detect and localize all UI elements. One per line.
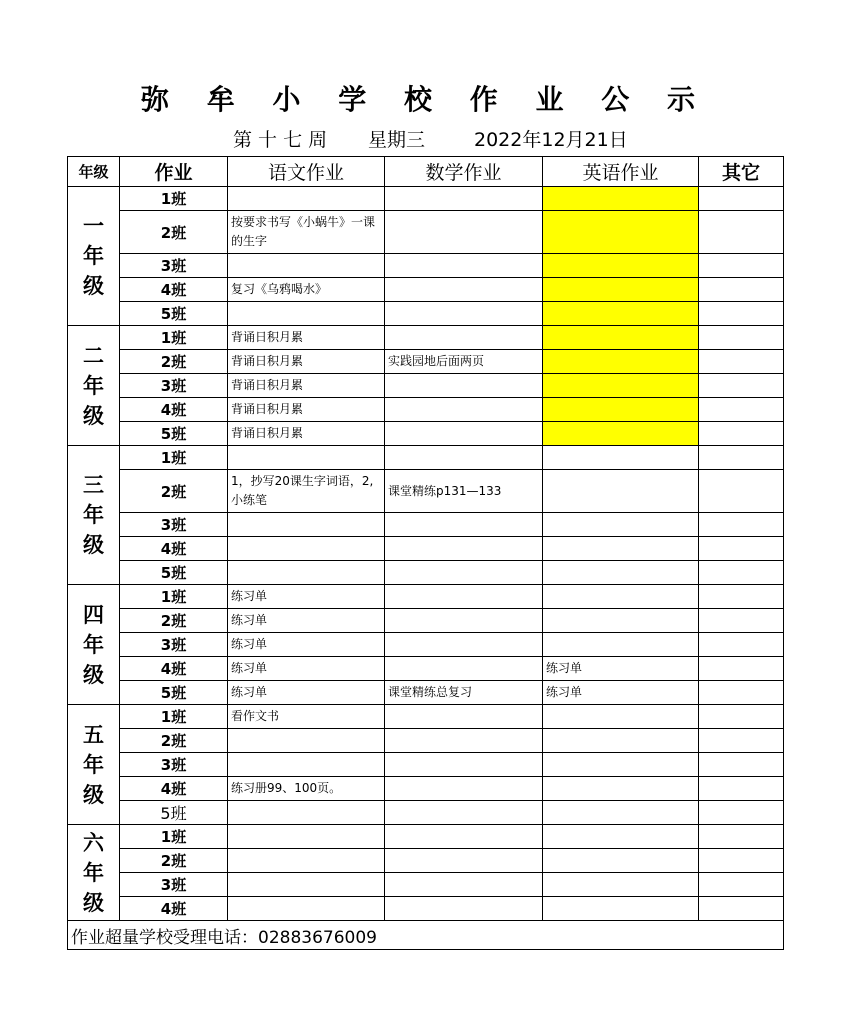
grade-label: 三 年 级 — [68, 446, 120, 585]
math-homework-cell — [385, 633, 543, 657]
table-row — [68, 897, 784, 921]
chinese-homework-cell — [228, 446, 385, 470]
math-homework-cell — [385, 705, 543, 729]
chinese-homework-cell: 练习单 — [228, 681, 385, 705]
class-label: 4班 — [120, 657, 228, 681]
grade-label: 五 年 级 — [68, 705, 120, 825]
grade-label: 四 年 级 — [68, 585, 120, 705]
grade-label: 二 年 级 — [68, 326, 120, 446]
english-homework-cell — [543, 470, 699, 513]
table-row — [68, 254, 784, 278]
chinese-homework-cell — [228, 513, 385, 537]
table-row — [68, 777, 784, 801]
chinese-homework-cell: 复习《乌鸦喝水》 — [228, 278, 385, 302]
table-row — [68, 585, 784, 609]
english-homework-cell — [543, 729, 699, 753]
header-other: 其它 — [699, 157, 784, 187]
homework-table — [67, 156, 784, 950]
date-label: 2022年12月21日 — [474, 129, 628, 151]
english-homework-cell — [543, 897, 699, 921]
other-homework-cell — [699, 302, 784, 326]
math-homework-cell — [385, 187, 543, 211]
math-homework-cell — [385, 561, 543, 585]
english-homework-cell — [543, 825, 699, 849]
header-chinese: 语文作业 — [228, 157, 385, 187]
class-label: 2班 — [120, 350, 228, 374]
chinese-homework-cell: 1，抄写20课生字词语，2,小练笔 — [228, 470, 385, 513]
complaint-hotline: 作业超量学校受理电话：02883676009 — [68, 921, 784, 950]
english-homework-cell — [543, 254, 699, 278]
class-label: 5班 — [120, 302, 228, 326]
math-homework-cell — [385, 326, 543, 350]
english-homework-cell — [543, 278, 699, 302]
class-label: 2班 — [120, 609, 228, 633]
table-row — [68, 513, 784, 537]
math-homework-cell — [385, 254, 543, 278]
english-homework-cell: 练习单 — [543, 657, 699, 681]
other-homework-cell — [699, 446, 784, 470]
table-row — [68, 537, 784, 561]
english-homework-cell — [543, 211, 699, 254]
table-row — [68, 374, 784, 398]
math-homework-cell — [385, 729, 543, 753]
other-homework-cell — [699, 753, 784, 777]
english-homework-cell — [543, 633, 699, 657]
grade-label: 六 年 级 — [68, 825, 120, 921]
class-label: 4班 — [120, 398, 228, 422]
chinese-homework-cell — [228, 753, 385, 777]
class-label: 4班 — [120, 278, 228, 302]
other-homework-cell — [699, 585, 784, 609]
table-row — [68, 398, 784, 422]
math-homework-cell — [385, 897, 543, 921]
page-title: 弥 牟 小 学 校 作 业 公 示 — [141, 83, 709, 116]
table-row — [68, 705, 784, 729]
english-homework-cell — [543, 446, 699, 470]
grade-label: 一 年 级 — [68, 187, 120, 326]
english-homework-cell — [543, 398, 699, 422]
other-homework-cell — [699, 681, 784, 705]
math-homework-cell — [385, 211, 543, 254]
class-label: 1班 — [120, 187, 228, 211]
other-homework-cell — [699, 422, 784, 446]
table-row — [68, 753, 784, 777]
math-homework-cell: 课堂精练p131—133 — [385, 470, 543, 513]
chinese-homework-cell: 练习册99、100页。 — [228, 777, 385, 801]
class-label: 4班 — [120, 777, 228, 801]
english-homework-cell — [543, 705, 699, 729]
table-row — [68, 849, 784, 873]
english-homework-cell: 练习单 — [543, 681, 699, 705]
header-homework: 作业 — [120, 157, 228, 187]
class-label: 5班 — [120, 681, 228, 705]
english-homework-cell — [543, 374, 699, 398]
math-homework-cell — [385, 513, 543, 537]
class-label: 2班 — [120, 211, 228, 254]
class-label: 3班 — [120, 873, 228, 897]
chinese-homework-cell: 练习单 — [228, 609, 385, 633]
other-homework-cell — [699, 398, 784, 422]
math-homework-cell — [385, 825, 543, 849]
math-homework-cell — [385, 374, 543, 398]
class-label: 5班 — [120, 422, 228, 446]
english-homework-cell — [543, 326, 699, 350]
chinese-homework-cell: 背诵日积月累 — [228, 350, 385, 374]
class-label: 2班 — [120, 470, 228, 513]
chinese-homework-cell: 背诵日积月累 — [228, 374, 385, 398]
other-homework-cell — [699, 705, 784, 729]
english-homework-cell — [543, 513, 699, 537]
chinese-homework-cell: 练习单 — [228, 657, 385, 681]
chinese-homework-cell — [228, 254, 385, 278]
other-homework-cell — [699, 326, 784, 350]
header-english: 英语作业 — [543, 157, 699, 187]
other-homework-cell — [699, 825, 784, 849]
math-homework-cell — [385, 657, 543, 681]
table-row — [68, 470, 784, 513]
english-homework-cell — [543, 350, 699, 374]
math-homework-cell — [385, 753, 543, 777]
other-homework-cell — [699, 470, 784, 513]
table-row — [68, 302, 784, 326]
math-homework-cell: 课堂精练总复习 — [385, 681, 543, 705]
chinese-homework-cell: 背诵日积月累 — [228, 398, 385, 422]
table-row — [68, 873, 784, 897]
other-homework-cell — [699, 211, 784, 254]
class-label: 2班 — [120, 849, 228, 873]
table-row — [68, 350, 784, 374]
other-homework-cell — [699, 657, 784, 681]
other-homework-cell — [699, 561, 784, 585]
chinese-homework-cell: 背诵日积月累 — [228, 422, 385, 446]
math-homework-cell — [385, 398, 543, 422]
other-homework-cell — [699, 537, 784, 561]
table-row — [68, 681, 784, 705]
other-homework-cell — [699, 777, 784, 801]
class-label: 3班 — [120, 513, 228, 537]
week-label: 第 十 七 周 — [233, 129, 328, 151]
english-homework-cell — [543, 609, 699, 633]
chinese-homework-cell — [228, 561, 385, 585]
chinese-homework-cell — [228, 187, 385, 211]
english-homework-cell — [543, 873, 699, 897]
other-homework-cell — [699, 254, 784, 278]
english-homework-cell — [543, 302, 699, 326]
table-row — [68, 609, 784, 633]
weekday-label: 星期三 — [368, 129, 426, 151]
header-math: 数学作业 — [385, 157, 543, 187]
table-row — [68, 211, 784, 254]
class-label: 1班 — [120, 705, 228, 729]
other-homework-cell — [699, 350, 784, 374]
math-homework-cell — [385, 537, 543, 561]
chinese-homework-cell — [228, 873, 385, 897]
math-homework-cell — [385, 849, 543, 873]
other-homework-cell — [699, 729, 784, 753]
math-homework-cell — [385, 777, 543, 801]
class-label: 2班 — [120, 729, 228, 753]
chinese-homework-cell — [228, 825, 385, 849]
class-label: 5班 — [120, 801, 228, 825]
chinese-homework-cell: 看作文书 — [228, 705, 385, 729]
class-label: 1班 — [120, 825, 228, 849]
math-homework-cell — [385, 609, 543, 633]
english-homework-cell — [543, 422, 699, 446]
other-homework-cell — [699, 374, 784, 398]
other-homework-cell — [699, 633, 784, 657]
other-homework-cell — [699, 187, 784, 211]
header-row — [68, 157, 784, 187]
other-homework-cell — [699, 873, 784, 897]
math-homework-cell — [385, 801, 543, 825]
other-homework-cell — [699, 278, 784, 302]
chinese-homework-cell — [228, 849, 385, 873]
math-homework-cell — [385, 585, 543, 609]
other-homework-cell — [699, 801, 784, 825]
class-label: 5班 — [120, 561, 228, 585]
class-label: 3班 — [120, 633, 228, 657]
math-homework-cell — [385, 302, 543, 326]
table-row — [68, 326, 784, 350]
chinese-homework-cell — [228, 801, 385, 825]
chinese-homework-cell: 练习单 — [228, 585, 385, 609]
table-row — [68, 657, 784, 681]
chinese-homework-cell — [228, 897, 385, 921]
other-homework-cell — [699, 513, 784, 537]
other-homework-cell — [699, 897, 784, 921]
table-row — [68, 187, 784, 211]
chinese-homework-cell: 背诵日积月累 — [228, 326, 385, 350]
english-homework-cell — [543, 753, 699, 777]
table-row — [68, 422, 784, 446]
chinese-homework-cell — [228, 729, 385, 753]
table-row — [68, 561, 784, 585]
math-homework-cell — [385, 873, 543, 897]
math-homework-cell: 实践园地后面两页 — [385, 350, 543, 374]
table-row — [68, 446, 784, 470]
class-label: 1班 — [120, 326, 228, 350]
english-homework-cell — [543, 187, 699, 211]
english-homework-cell — [543, 801, 699, 825]
table-row — [68, 278, 784, 302]
header-grade: 年级 — [68, 157, 120, 187]
english-homework-cell — [543, 849, 699, 873]
chinese-homework-cell: 练习单 — [228, 633, 385, 657]
table-row — [68, 801, 784, 825]
english-homework-cell — [543, 537, 699, 561]
math-homework-cell — [385, 422, 543, 446]
table-row — [68, 729, 784, 753]
class-label: 3班 — [120, 254, 228, 278]
english-homework-cell — [543, 561, 699, 585]
class-label: 1班 — [120, 585, 228, 609]
class-label: 1班 — [120, 446, 228, 470]
class-label: 4班 — [120, 897, 228, 921]
other-homework-cell — [699, 849, 784, 873]
english-homework-cell — [543, 777, 699, 801]
class-label: 3班 — [120, 374, 228, 398]
english-homework-cell — [543, 585, 699, 609]
math-homework-cell — [385, 446, 543, 470]
math-homework-cell — [385, 278, 543, 302]
class-label: 3班 — [120, 753, 228, 777]
class-label: 4班 — [120, 537, 228, 561]
chinese-homework-cell — [228, 537, 385, 561]
chinese-homework-cell: 按要求书写《小蜗牛》一课的生字 — [228, 211, 385, 254]
table-row — [68, 633, 784, 657]
other-homework-cell — [699, 609, 784, 633]
chinese-homework-cell — [228, 302, 385, 326]
table-row — [68, 825, 784, 849]
